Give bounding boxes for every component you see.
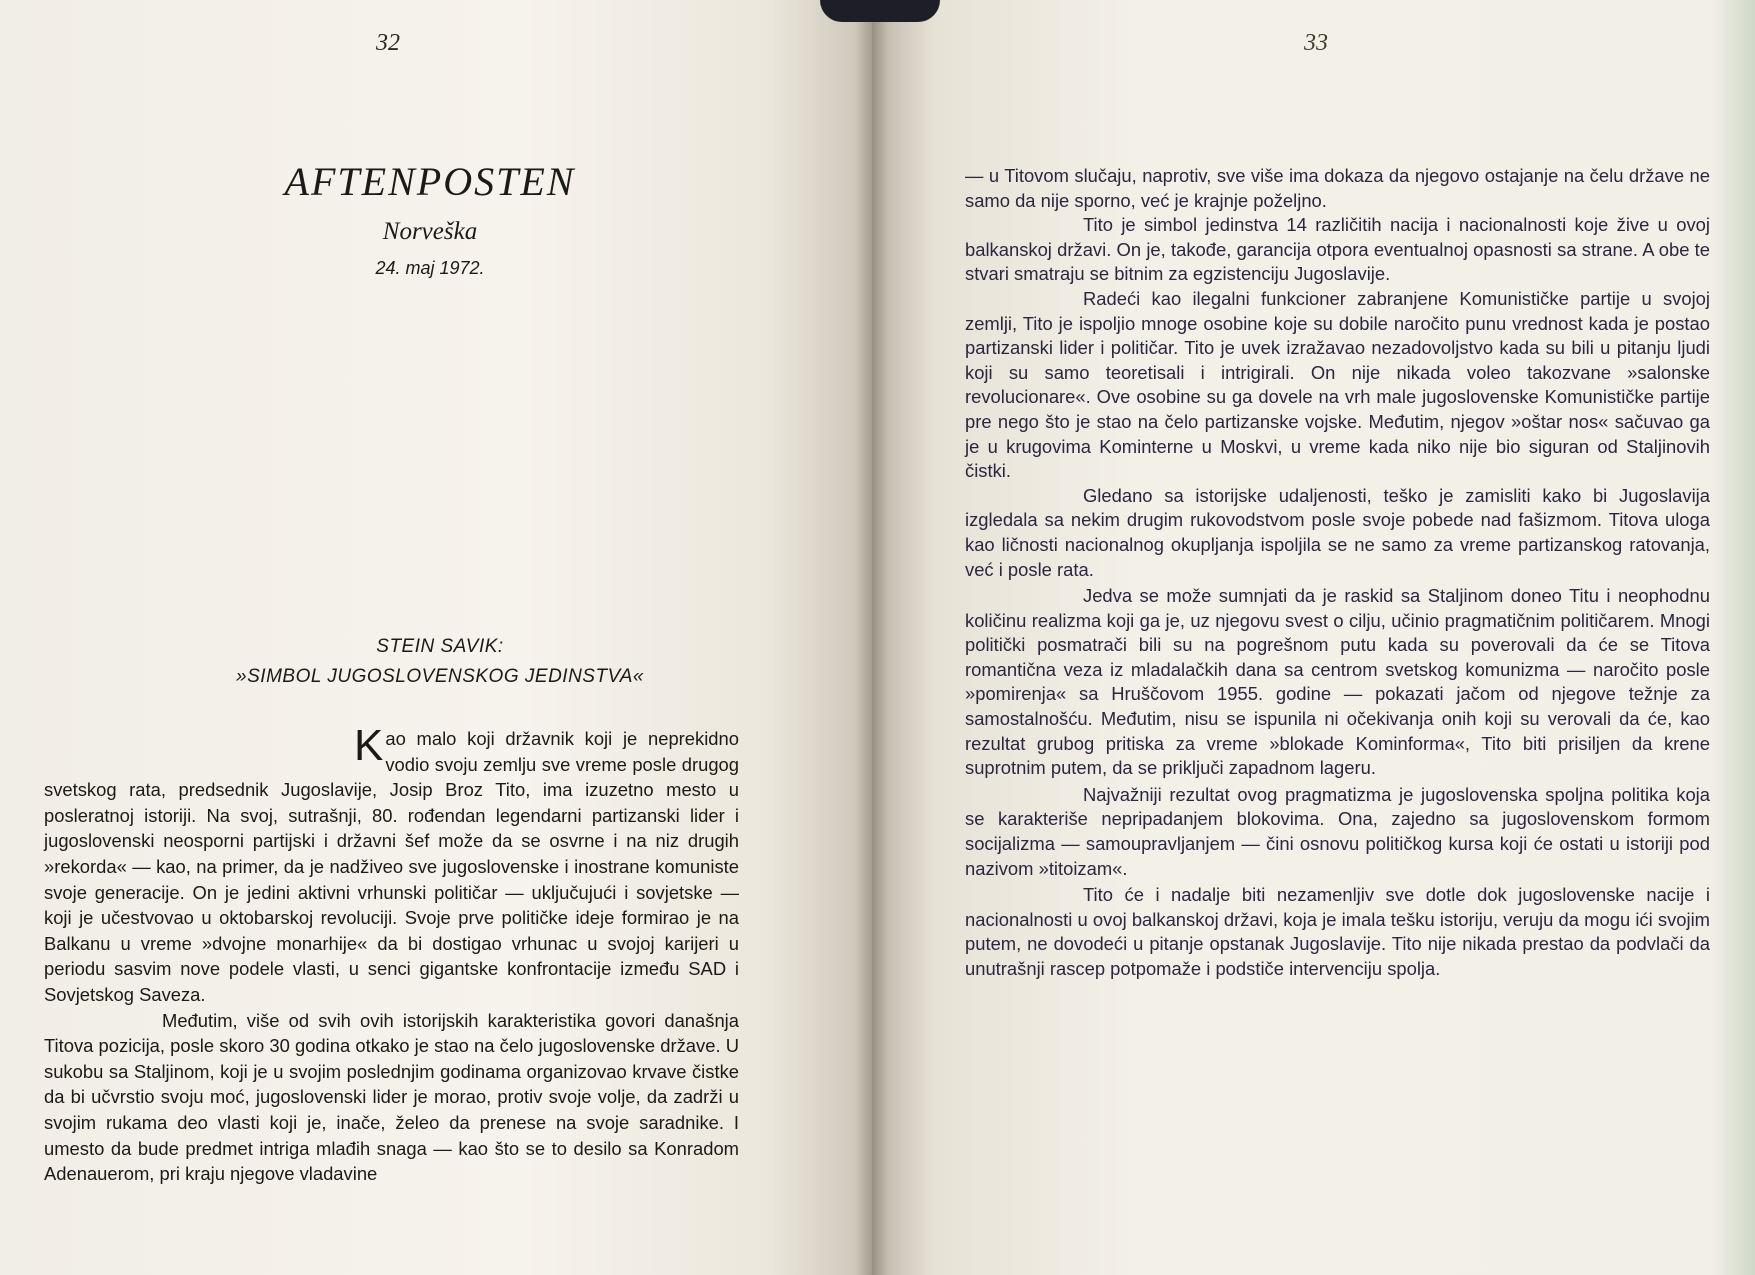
page-number-right: 33 bbox=[1304, 30, 1328, 56]
paragraph: Jedva se može sumnjati da je raskid sa Staljinom doneo Titu i neophodnu količinu realizma koji ga je, uz njegovu svest o cilju, učinio pragmatičnim političarem. Mnogi politički posmatrači bili su na pogrešnom putu kada su poverovali da će se Titova romantična veza iz mladalačkih dana sa centrom svetskog komunizma — naročito posle »pomirenja« sa Hruščovom 1955. godine — pokazati jačom od njegove težnje za samostalnošću. Međutim, nisu se ispunila ni očekivanja onih koji su verovali da će, kao rezultat grubog pritiska za vreme »blokade Kominforma«, Tito biti prisiljen da krene suprotnim putem, da se priključi zapadnom lageru. bbox=[965, 585, 1710, 779]
article-author: STEIN SAVIK: bbox=[376, 636, 504, 657]
newspaper-title: AFTENPOSTEN bbox=[284, 159, 576, 204]
left-page bbox=[0, 0, 872, 1275]
country-label: Norveška bbox=[382, 218, 478, 245]
article-body-right bbox=[965, 164, 1710, 982]
right-page bbox=[872, 0, 1755, 1275]
publication-date: 24. maj 1972. bbox=[375, 258, 485, 278]
article-heading: »SIMBOL JUGOSLOVENSKOG JEDINSTVA« bbox=[236, 666, 644, 687]
paragraph: Gledano sa istorijske udaljenosti, teško je zamisliti kako bi Jugoslavija izgledala sa nekim drugim rukovodstvom posle svoje pobede nad fašizmom. Titova uloga kao ličnosti nacionalnog okupljanja ispoljila se ne samo za vreme partizanskog ratovanja, već i posle rata. bbox=[965, 484, 1710, 580]
paragraph: Kao malo koji državnik koji je neprekidno vodio svoju zemlju sve vreme posle drugog svetskog rata, predsednik Jugoslavije, Josip Broz Tito, ima izuzetno mesto u posleratnoj istoriji. Na svoj, sutrašnji, 80. rođendan legendarni partizanski lider i jugoslovenski neosporni partijski i državni šef može da se osvrne i na niz drugih »rekorda« — kao, na primer, da je nadživeo sve jugoslovenske i inostrane komuniste svoje generacije. On je jedini aktivni vrhunski političar — uključujući i sovjetske — koji je učestvovao u oktobarskoj revoluciji. Svoje prve političke ideje formirao je na Balkanu u vreme »dvojne monarhije« da bi dostigao vrhunac u svojoj karijeri u periodu sasvim nove podele vlasti, u senci gigantske konfrontacije između SAD i Sovjetskog Saveza. bbox=[44, 721, 739, 1005]
drop-cap: K bbox=[354, 721, 384, 770]
paragraph: — u Titovom slučaju, naprotiv, sve više ima dokaza da njegovo ostajanje na čelu države ne samo da nije sporno, već je krajnje poželjno. bbox=[965, 165, 1710, 211]
paragraph: Međutim, više od svih ovih istorijskih karakteristika govori današnja Titova pozicija, posle skoro 30 godina otkako je stao na čelo jugoslovenske države. U sukobu sa Staljinom, koji je u svojim poslednjim godinama organizovao krvave čistke da bi učvrstio svoju moć, jugoslovenski lider je morao, protiv svoje volje, da zadrži u svojim rukama deo vlasti koji je, inače, želeo da prenese na svoje saradnike. I umesto da bude predmet intriga mlađih snaga — kao što se to desilo sa Konradom Adenauerom, pri kraju njegove vladavine bbox=[44, 1009, 739, 1185]
paragraph: Tito će i nadalje biti nezamenljiv sve dotle dok jugoslovenske nacije i nacionalnosti u ovoj balkanskoj državi, koja je imala tešku istoriju, veruju da mogu ići svojim putem, ne dovodeći u pitanje opstanak Jugoslavije. Tito nije nikada prestao da podvlači da unutrašnji rascep potpomaže i podstiče intervenciju spolja. bbox=[965, 884, 1710, 979]
book-spine bbox=[820, 0, 940, 22]
article-body-left bbox=[44, 721, 739, 1187]
paragraph: Radeći kao ilegalni funkcioner zabranjene Komunističke partije u svojoj zemlji, Tito je ispoljio mnoge osobine koje su dobile naročito punu vrednost kada je postao partizanski lider i političar. Tito je uvek izražavao nezadovoljstvo kada su bili u pitanju ljudi koji su samo teoretisali i intrigirali. On nije nikada voleo takozvane »salonske revolucionare«. Ove osobine su ga dovele na vrh male jugoslovenske Komunističke partije pre nego što je stao na čelo partizanske vojske. Međutim, njegov »oštar nos« sačuvao ga je u krugovima Kominterne u Moskvi, u vreme kada niko nije bio siguran od Staljinovih čistki. bbox=[965, 287, 1710, 482]
page-number-left: 32 bbox=[376, 30, 400, 56]
book-gutter bbox=[855, 0, 889, 1275]
paragraph: Tito je simbol jedinstva 14 različitih nacija i nacionalnosti koje žive u ovoj balkanskoj državi. On je, takođe, garancija otpora eventualnoj opasnosti sa strane. A obe te stvari smatraju se bitnim za egzistenciju Jugoslavije. bbox=[965, 214, 1710, 285]
paragraph: Najvažniji rezultat ovog pragmatizma je jugoslovenska spoljna politika koja se karakteriše nepripadanjem blokovima. Ona, zajedno sa jugoslovenskom formom socijalizma — samoupravljanjem — čini osnovu političkog kursa koji će ostati u istoriji pod nazivom »titoizam«. bbox=[965, 783, 1710, 879]
